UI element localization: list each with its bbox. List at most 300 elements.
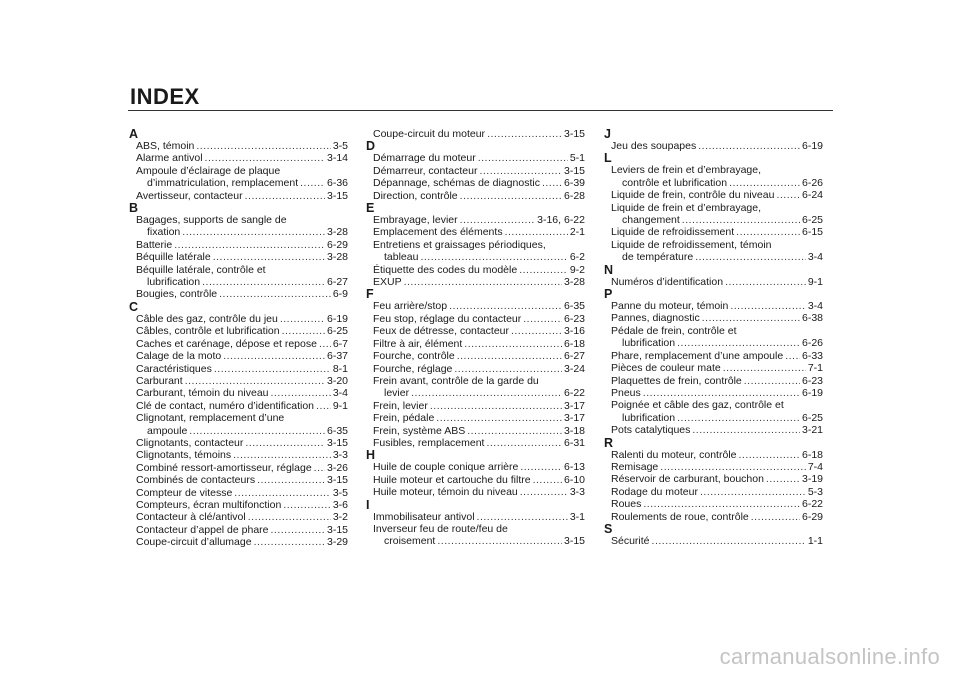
page-number: 3-21 — [801, 424, 823, 437]
dot-leader — [643, 387, 800, 399]
dot-leader — [271, 387, 331, 399]
entry-text: Emplacement des éléments — [373, 226, 503, 239]
page-number: 6-26 — [801, 176, 823, 189]
entry-text: Phare, remplacement d’une ampoule — [611, 349, 784, 362]
entry-text: Fourche, réglage — [373, 362, 453, 375]
page-number: 6-22 — [563, 387, 585, 400]
dot-leader — [411, 387, 562, 399]
entry-text: Leviers de frein et d’embrayage, — [611, 164, 761, 177]
index-entry — [130, 375, 348, 387]
entry-text: Roues — [611, 498, 642, 511]
page-number: 6-35 — [563, 300, 585, 313]
dot-leader — [652, 535, 806, 547]
dot-leader — [223, 350, 325, 362]
entry-text: de température — [622, 251, 694, 264]
index-entry — [605, 239, 823, 264]
watermark-text: carmanualsonline.info — [719, 644, 940, 669]
dot-leader — [219, 288, 331, 300]
page-number: 7-1 — [807, 362, 823, 375]
page-number: 3-17 — [563, 412, 585, 425]
entry-text: Ralenti du moteur, contrôle — [611, 448, 737, 461]
page-number: 1-1 — [807, 534, 823, 547]
index-entry — [130, 462, 348, 474]
index-entry — [130, 264, 348, 289]
dot-leader — [449, 300, 562, 312]
dot-leader — [189, 425, 325, 437]
index-entry — [130, 437, 348, 449]
section-letter: L — [604, 151, 612, 166]
page-number: 6-39 — [563, 177, 585, 190]
index-entry — [367, 425, 585, 437]
index-entry — [130, 239, 348, 251]
dot-leader — [511, 325, 562, 337]
index-entry — [367, 239, 585, 264]
index-entry — [605, 449, 823, 461]
dot-leader — [254, 536, 325, 548]
page-number: 6-9 — [332, 288, 348, 301]
index-column-2 — [367, 128, 585, 548]
page-number: 3-24 — [563, 362, 585, 375]
index-entry — [130, 350, 348, 362]
entry-text: Clignotants, contacteur — [136, 436, 244, 449]
dot-leader — [542, 177, 562, 189]
index-entry — [367, 190, 585, 202]
entry-text: Fourche, contrôle — [373, 350, 455, 363]
index-entry — [605, 164, 823, 189]
dot-leader — [677, 337, 800, 349]
index-entry — [367, 474, 585, 486]
entry-text: Frein, pédale — [373, 412, 435, 425]
page-number: 3-20 — [326, 374, 348, 387]
entry-text: Calage de la moto — [136, 350, 222, 363]
dot-leader — [744, 375, 800, 387]
entry-text: Panne du moteur, témoin — [611, 300, 729, 313]
index-entry — [605, 399, 823, 424]
dot-leader — [523, 313, 562, 325]
page-number: 8-1 — [332, 362, 348, 375]
section-letter: R — [604, 435, 614, 450]
page-number: 6-18 — [563, 337, 585, 350]
dot-leader — [430, 400, 562, 412]
page-number: 6-19 — [801, 386, 823, 399]
dot-leader — [404, 276, 562, 288]
dot-leader — [234, 487, 331, 499]
dot-leader — [729, 177, 800, 189]
page-number: 6-23 — [563, 312, 585, 325]
index-entry — [367, 375, 585, 400]
entry-text: Immobilisateur antivol — [373, 510, 475, 523]
section-letter: E — [366, 201, 375, 216]
section-letter: D — [366, 139, 376, 154]
entry-text: Poignée et câble des gaz, contrôle et — [611, 399, 784, 412]
entry-text: d’immatriculation, remplacement — [147, 177, 299, 190]
entry-text: Démarreur, contacteur — [373, 164, 478, 177]
entry-text: Feu stop, réglage du contacteur — [373, 312, 522, 325]
index-entry — [130, 449, 348, 461]
entry-text: Frein, système ABS — [373, 424, 466, 437]
entry-text: Dépannage, schémas de diagnostic — [373, 177, 540, 190]
index-entry — [367, 276, 585, 288]
page-number: 3-4 — [332, 387, 348, 400]
index-entry — [605, 486, 823, 498]
entry-text: Huile de couple conique arrière — [373, 461, 519, 474]
entry-text: levier — [384, 387, 410, 400]
entry-text: Huile moteur et cartouche du filtre — [373, 473, 531, 486]
dot-leader — [319, 338, 331, 350]
index-entry — [367, 511, 585, 523]
index-entry — [367, 226, 585, 238]
entry-text: ABS, témoin — [136, 140, 195, 152]
entry-text: Béquille latérale — [136, 251, 211, 264]
dot-leader — [420, 251, 567, 263]
page-number: 6-38 — [801, 312, 823, 325]
dot-leader — [730, 300, 805, 312]
index-entry — [130, 536, 348, 548]
index-entry — [130, 387, 348, 399]
entry-text: Carburant — [136, 374, 183, 387]
page-number: 6-15 — [801, 226, 823, 239]
entry-text: Clé de contact, numéro d’identification — [136, 399, 315, 412]
index-entry — [605, 362, 823, 374]
entry-text: Pannes, diagnostic — [611, 312, 700, 325]
index-entry — [367, 313, 585, 325]
entry-text: changement — [622, 214, 680, 227]
page-number: 3-15 — [326, 523, 348, 536]
entry-text: Contacteur d’appel de phare — [136, 523, 269, 536]
entry-text: Étiquette des codes du modèle — [373, 263, 518, 276]
entry-text: Fusibles, remplacement — [373, 436, 485, 449]
entry-text: Liquide de refroidissement, témoin — [611, 238, 772, 251]
index-entry — [367, 363, 585, 375]
entry-text: Entretiens et graissages périodiques, — [373, 238, 546, 251]
index-entry — [367, 338, 585, 350]
index-entry — [130, 524, 348, 536]
dot-leader — [436, 412, 562, 424]
page-number: 6-29 — [801, 510, 823, 523]
dot-leader — [487, 128, 562, 140]
dot-leader — [520, 486, 568, 498]
page-number: 9-1 — [332, 399, 348, 412]
entry-text: Liquide de frein et d’embrayage, — [611, 201, 762, 214]
entry-text: Démarrage du moteur — [373, 152, 476, 165]
entry-text: Liquide de frein, contrôle du niveau — [611, 189, 775, 202]
dot-leader — [776, 189, 800, 201]
page-number: 6-25 — [326, 325, 348, 338]
index-entry — [605, 375, 823, 387]
dot-leader — [751, 511, 800, 523]
entry-text: Câble des gaz, contrôle du jeu — [136, 312, 278, 325]
page-number: 3-28 — [563, 276, 585, 289]
entry-text: Roulements de roue, contrôle — [611, 510, 749, 523]
page-number: 2-1 — [569, 226, 585, 239]
page-number: 6-27 — [563, 350, 585, 363]
dot-leader — [486, 437, 562, 449]
index-entry — [130, 165, 348, 190]
entry-text: Câbles, contrôle et lubrification — [136, 325, 280, 338]
index-entry — [605, 461, 823, 473]
dot-leader — [467, 425, 562, 437]
page-number: 3-15 — [563, 535, 585, 548]
index-entry — [130, 474, 348, 486]
section-letter: J — [604, 127, 611, 141]
page-number: 6-19 — [801, 140, 823, 152]
page-title: INDEX — [130, 84, 200, 109]
dot-leader — [185, 375, 325, 387]
entry-text: Ampoule d’éclairage de plaque — [136, 164, 281, 177]
section-letter: C — [129, 299, 139, 314]
entry-text: Pots catalytiques — [611, 424, 691, 437]
index-entry — [130, 363, 348, 375]
page-number: 6-22 — [801, 498, 823, 511]
page-number: 6-2 — [569, 251, 585, 264]
page-number: 3-15 — [563, 164, 585, 177]
entry-text: Sécurité — [611, 534, 650, 547]
page-number: 3-14 — [326, 152, 348, 165]
page-number: 3-15 — [326, 474, 348, 487]
index-entry — [130, 288, 348, 300]
dot-leader — [519, 264, 568, 276]
index-entry — [605, 140, 823, 152]
entry-text: Coupe-circuit d’allumage — [136, 536, 252, 549]
dot-leader — [283, 499, 330, 511]
index-entry — [605, 202, 823, 227]
index-entry — [367, 128, 585, 140]
dot-leader — [271, 524, 325, 536]
page-number: 6-31 — [563, 436, 585, 449]
entry-text: Jeu des soupapes — [611, 140, 697, 152]
entry-text: Frein avant, contrôle de la garde du — [373, 374, 539, 387]
dot-leader — [300, 177, 325, 189]
index-entry — [605, 424, 823, 436]
page-number: 5-1 — [569, 152, 585, 165]
dot-leader — [533, 474, 562, 486]
dot-leader — [282, 325, 325, 337]
page-number: 3-4 — [807, 300, 823, 313]
page-number: 6-33 — [801, 349, 823, 362]
entry-text: Numéros d’identification — [611, 275, 724, 288]
entry-text: Feu arrière/stop — [373, 300, 448, 313]
page-number: 3-5 — [332, 486, 348, 499]
index-entry — [130, 140, 348, 152]
entry-text: contrôle et lubrification — [622, 176, 728, 189]
dot-leader — [692, 424, 800, 436]
index-entry — [605, 189, 823, 201]
dot-leader — [477, 511, 568, 523]
entry-text: Liquide de refroidissement — [611, 226, 735, 239]
index-entry — [130, 400, 348, 412]
dot-leader — [245, 190, 325, 202]
page-number: 6-18 — [801, 448, 823, 461]
dot-leader — [257, 474, 325, 486]
index-entry — [130, 487, 348, 499]
page-number: 6-26 — [801, 337, 823, 350]
dot-leader — [660, 461, 806, 473]
index-entry — [130, 251, 348, 263]
page-number: 3-16, 6-22 — [537, 214, 585, 227]
page-number: 6-24 — [801, 189, 823, 202]
index-entry — [130, 313, 348, 325]
index-entry — [367, 350, 585, 362]
entry-text: Alarme antivol — [136, 152, 203, 165]
entry-text: Frein, levier — [373, 399, 428, 412]
index-entry — [367, 300, 585, 312]
entry-text: ampoule — [147, 424, 188, 437]
section-letter: P — [604, 287, 613, 302]
dot-leader — [196, 140, 330, 152]
index-entry — [130, 412, 348, 437]
page-number: 6-36 — [326, 177, 348, 190]
index-entry — [605, 387, 823, 399]
dot-leader — [736, 226, 800, 238]
index-entry — [605, 535, 823, 547]
section-letter: N — [604, 262, 614, 277]
entry-text: Caractéristiques — [136, 362, 212, 375]
dot-leader — [698, 140, 800, 152]
page-number: 6-13 — [563, 461, 585, 474]
index-entry — [130, 511, 348, 523]
entry-text: Compteur de vitesse — [136, 486, 233, 499]
section-letter: H — [366, 448, 376, 463]
entry-text: croisement — [384, 535, 436, 548]
index-entry — [605, 473, 823, 485]
page-number: 6-19 — [326, 312, 348, 325]
index-entry — [605, 325, 823, 350]
page-number: 3-6 — [332, 498, 348, 511]
entry-text: Plaquettes de frein, contrôle — [611, 374, 742, 387]
page-number: 6-37 — [326, 350, 348, 363]
index-entry — [605, 226, 823, 238]
entry-text: Combinés de contacteurs — [136, 474, 256, 487]
section-letter: I — [366, 497, 370, 512]
dot-leader — [723, 362, 806, 374]
entry-text: Avertisseur, contacteur — [136, 189, 243, 202]
page-number: 6-28 — [563, 189, 585, 202]
index-entry — [130, 214, 348, 239]
entry-text: Compteurs, écran multifonction — [136, 498, 282, 511]
entry-text: Coupe-circuit du moteur — [373, 128, 486, 140]
title-rule — [128, 110, 833, 111]
index-entry — [367, 400, 585, 412]
index-entry — [130, 338, 348, 350]
page-number: 3-29 — [326, 536, 348, 549]
dot-leader — [245, 437, 325, 449]
index-column-1 — [130, 128, 348, 549]
page-number: 6-29 — [326, 238, 348, 251]
index-entry — [367, 325, 585, 337]
dot-leader — [454, 363, 562, 375]
page-number: 3-5 — [332, 140, 348, 152]
dot-leader — [202, 276, 325, 288]
entry-text: Clignotants, témoins — [136, 449, 232, 462]
index-entry — [367, 437, 585, 449]
page-number: 6-7 — [332, 337, 348, 350]
dot-leader — [785, 350, 800, 362]
dot-leader — [457, 350, 562, 362]
index-entry — [130, 190, 348, 202]
dot-leader — [505, 226, 568, 238]
dot-leader — [739, 449, 800, 461]
dot-leader — [478, 152, 568, 164]
page-number: 3-28 — [326, 226, 348, 239]
index-entry — [367, 214, 585, 226]
entry-text: Inverseur feu de route/feu de — [373, 522, 508, 535]
dot-leader — [682, 214, 800, 226]
dot-leader — [280, 313, 325, 325]
page-number: 6-10 — [563, 473, 585, 486]
dot-leader — [460, 190, 562, 202]
page-number: 3-1 — [569, 510, 585, 523]
dot-leader — [460, 214, 536, 226]
index-entry — [130, 325, 348, 337]
section-letter: F — [366, 287, 374, 302]
index-entry — [130, 152, 348, 164]
index-column-3 — [605, 128, 823, 547]
section-letter: S — [604, 521, 613, 536]
dot-leader — [766, 473, 800, 485]
page-number: 6-25 — [801, 411, 823, 424]
dot-leader — [702, 312, 800, 324]
entry-text: Huile moteur, témoin du niveau — [373, 486, 518, 499]
page-number: 3-16 — [563, 325, 585, 338]
page-number: 3-2 — [332, 511, 348, 524]
page-number: 6-23 — [801, 374, 823, 387]
entry-text: Bougies, contrôle — [136, 288, 218, 301]
entry-text: Remisage — [611, 460, 659, 473]
entry-text: Rodage du moteur — [611, 485, 698, 498]
entry-text: Carburant, témoin du niveau — [136, 387, 269, 400]
dot-leader — [314, 462, 325, 474]
entry-text: tableau — [384, 251, 419, 264]
entry-text: fixation — [147, 226, 181, 239]
dot-leader — [520, 461, 562, 473]
dot-leader — [725, 276, 806, 288]
page-number: 3-15 — [326, 436, 348, 449]
page-number: 6-25 — [801, 214, 823, 227]
page-number: 9-1 — [807, 275, 823, 288]
page-number: 3-19 — [801, 473, 823, 486]
page-number: 6-35 — [326, 424, 348, 437]
entry-text: Batterie — [136, 238, 173, 251]
page-number: 7-4 — [807, 460, 823, 473]
dot-leader — [248, 511, 331, 523]
index-entry — [367, 523, 585, 548]
index-entry — [367, 412, 585, 424]
dot-leader — [316, 400, 331, 412]
entry-text: Bagages, supports de sangle de — [136, 214, 287, 227]
dot-leader — [700, 486, 806, 498]
page-number: 3-3 — [332, 449, 348, 462]
entry-text: Pneus — [611, 386, 641, 399]
dot-leader — [213, 251, 325, 263]
dot-leader — [174, 239, 325, 251]
entry-text: Combiné ressort-amortisseur, réglage — [136, 461, 312, 474]
entry-text: Clignotant, remplacement d’une — [136, 412, 285, 425]
index-entry — [605, 350, 823, 362]
entry-text: Béquille latérale, contrôle et — [136, 263, 266, 276]
dot-leader — [695, 251, 806, 263]
index-entry — [130, 499, 348, 511]
section-letter: A — [129, 127, 139, 141]
index-entry — [605, 312, 823, 324]
index-entry — [367, 461, 585, 473]
page-number: 3-18 — [563, 424, 585, 437]
page-number: 5-3 — [807, 485, 823, 498]
entry-text: Filtre à air, élément — [373, 337, 463, 350]
entry-text: Embrayage, levier — [373, 214, 458, 227]
entry-text: Feux de détresse, contacteur — [373, 325, 509, 338]
page-number: 3-28 — [326, 251, 348, 264]
entry-text: Direction, contrôle — [373, 189, 458, 202]
